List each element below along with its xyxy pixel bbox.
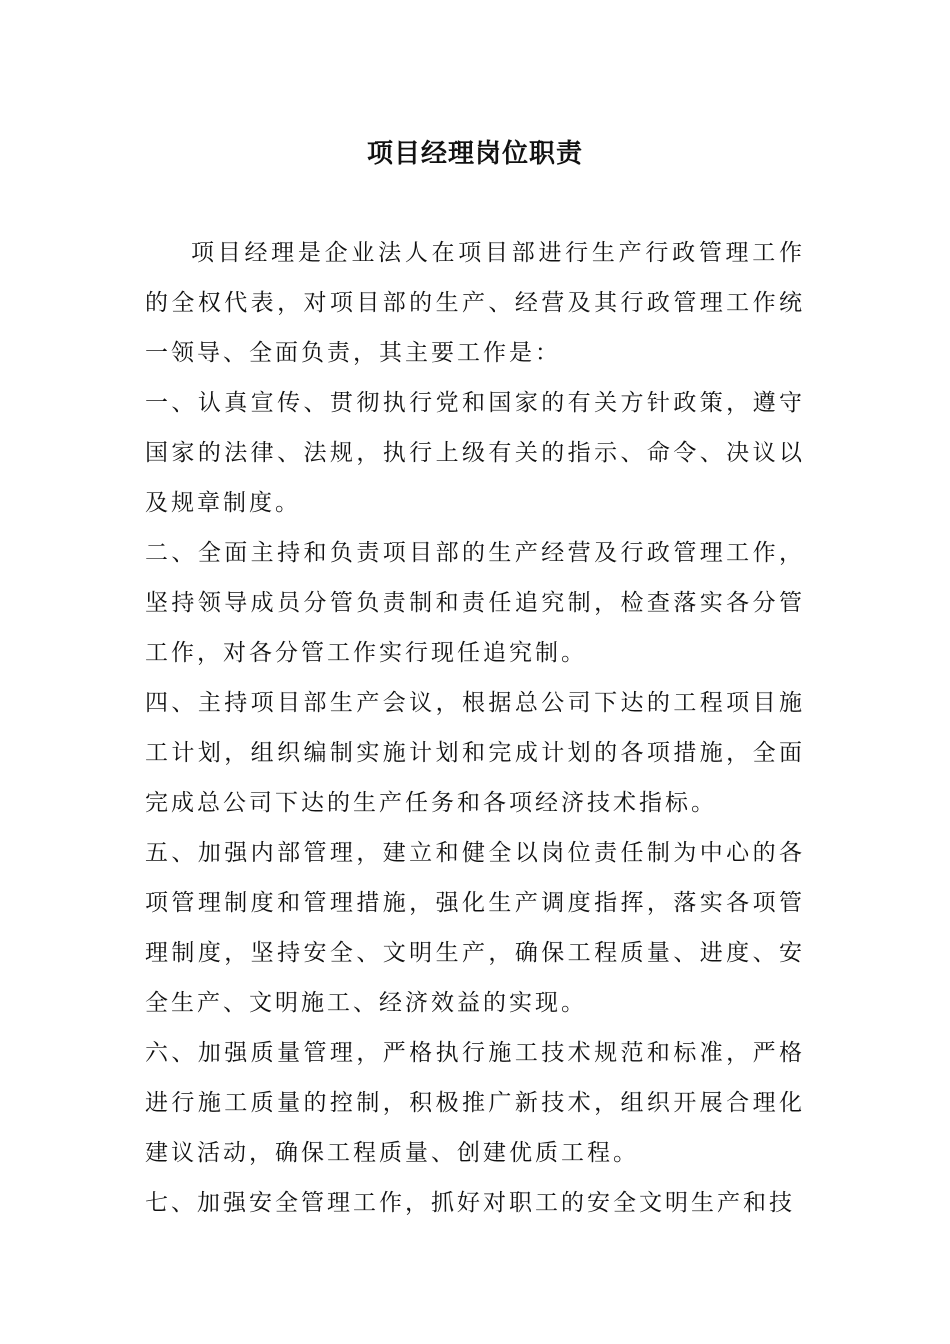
- duty-item-7: 七、加强安全管理工作，抓好对职工的安全文明生产和技: [145, 1190, 795, 1216]
- duty-item-6: 六、加强质量管理，严格执行施工技术规范和标准，严格进行施工质量的控制，积极推广新技术，组织开展合理化建议活动，确保工程质量、创建优质工程。: [145, 1040, 805, 1166]
- duty-item-2: 二、全面主持和负责项目部的生产经营及行政管理工作，坚持领导成员分管负责制和责任追究制，检查落实各分管工作，对各分管工作实行现任追究制。: [145, 540, 805, 666]
- intro-paragraph: 项目经理是企业法人在项目部进行生产行政管理工作的全权代表，对项目部的生产、经营及其行政管理工作统一领导、全面负责，其主要工作是：: [145, 240, 805, 366]
- duty-item-1: 一、认真宣传、贯彻执行党和国家的有关方针政策，遵守国家的法律、法规，执行上级有关的指示、命令、决议以及规章制度。: [145, 390, 805, 516]
- duty-item-5: 五、加强内部管理，建立和健全以岗位责任制为中心的各项管理制度和管理措施，强化生产调度指挥，落实各项管理制度，坚持安全、文明生产，确保工程质量、进度、安全生产、文明施工、经济效益的实现。: [145, 840, 805, 1016]
- document-title: 项目经理岗位职责: [366, 139, 583, 169]
- document-body: [145, 228, 805, 1228]
- duty-item-4: 四、主持项目部生产会议，根据总公司下达的工程项目施工计划，组织编制实施计划和完成计划的各项措施，全面完成总公司下达的生产任务和各项经济技术指标。: [145, 690, 805, 816]
